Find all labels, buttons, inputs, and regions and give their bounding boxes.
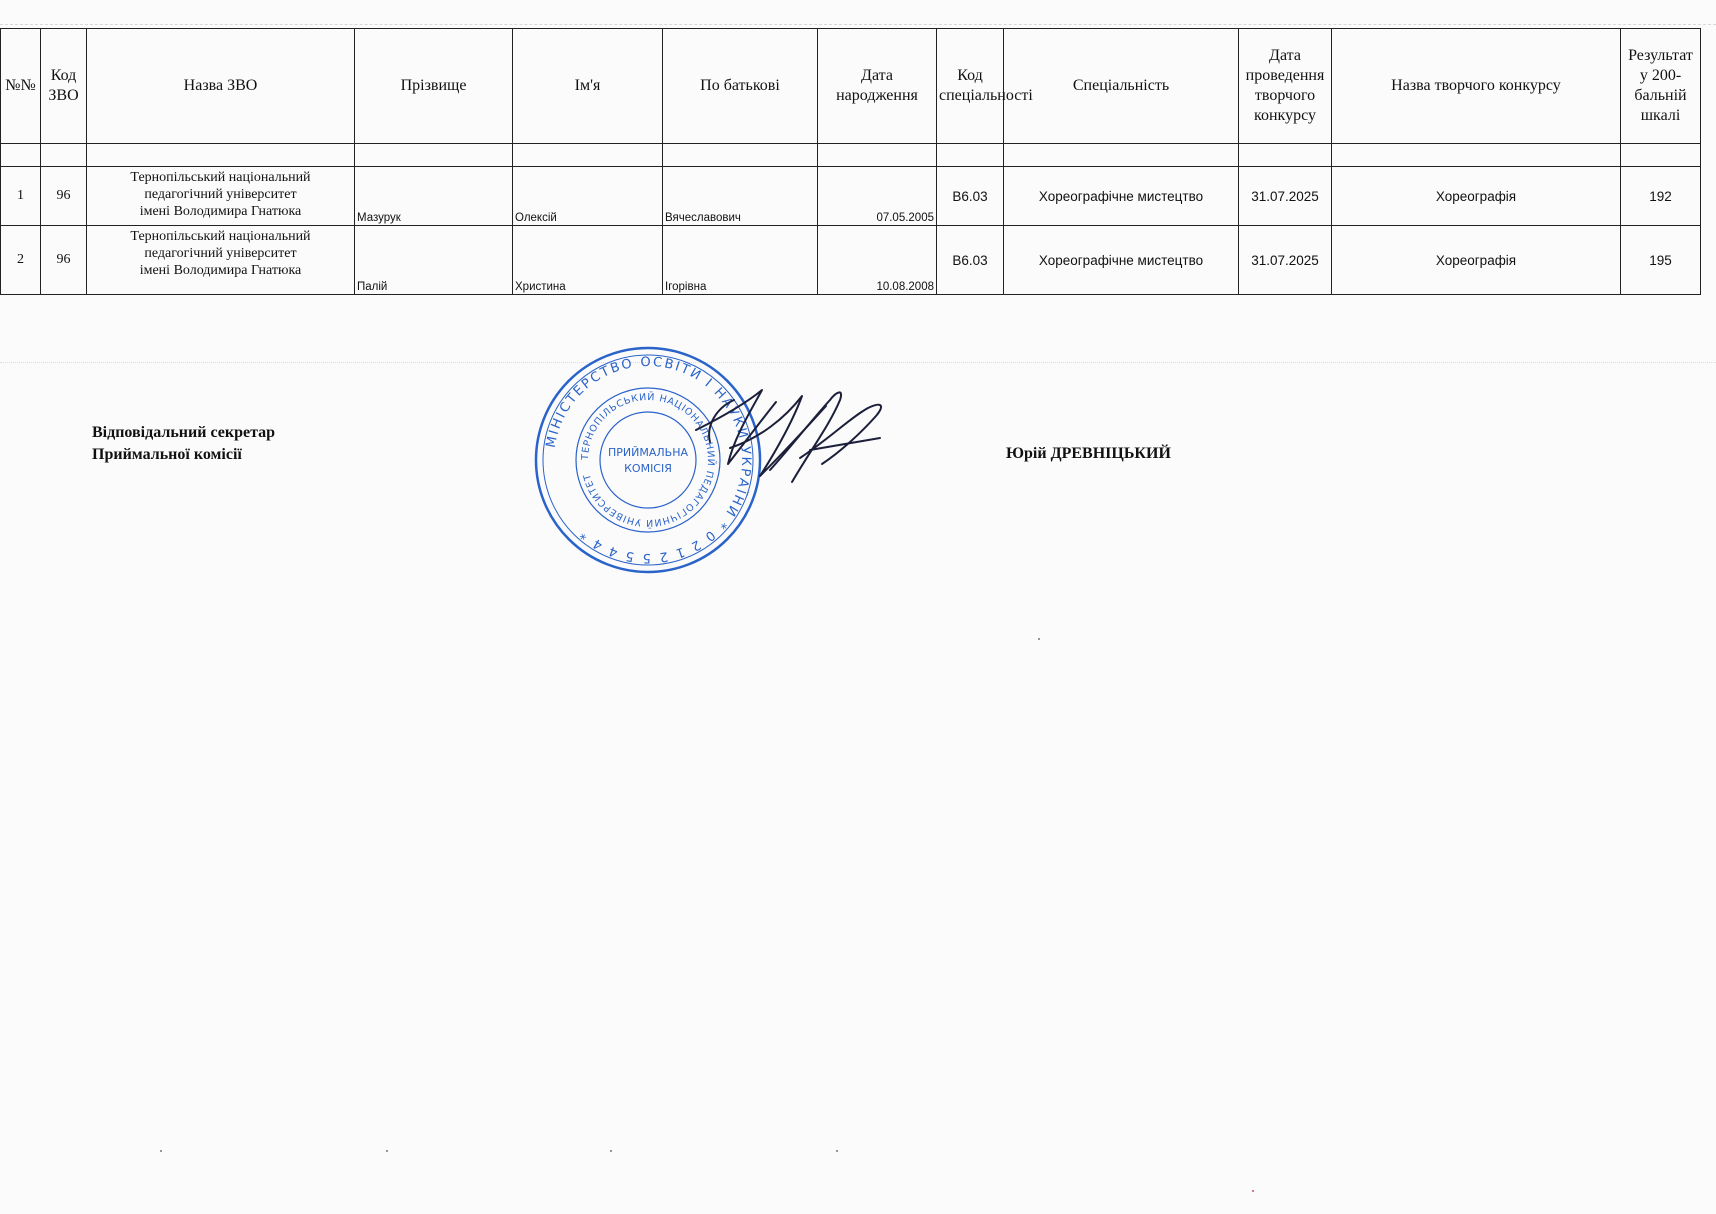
cell-birth-date: 10.08.2008	[818, 226, 937, 295]
results-table	[0, 28, 1701, 295]
cell-zvo-name	[87, 167, 355, 226]
header-cell-patronymic: По батькові	[663, 29, 818, 144]
stamp-outer-text: МІНІСТЕРСТВО ОСВІТИ І НАУКИ УКРАЇНИ * 0 2 1 2 5 5 4 4 *	[543, 354, 754, 566]
cell-contest-date: 31.07.2025	[1239, 226, 1332, 295]
header-cell-surname: Прізвище	[355, 29, 513, 144]
cell-surname: Мазурук	[355, 167, 513, 226]
header-cell-number: №№	[1, 29, 41, 144]
signatory-title	[92, 422, 275, 466]
cell-patronymic: Ігорівна	[663, 226, 818, 295]
handwritten-signature	[690, 378, 920, 498]
signatory-name: Юрій ДРЕВНІЦЬКИЙ	[1006, 445, 1171, 462]
header-cell-zvo-code: Код ЗВО	[41, 29, 87, 144]
header-cell-contest-name: Назва творчого конкурсу	[1332, 29, 1621, 144]
cell-birth-date: 07.05.2005	[818, 167, 937, 226]
zvo-name-line: педагогічний університет	[144, 246, 297, 261]
cell-contest-name: Хореографія	[1332, 167, 1621, 226]
cell-specialty-code: B6.03	[937, 226, 1004, 295]
header-cell-birth-date: Дата народження	[818, 29, 937, 144]
cell-contest-date: 31.07.2025	[1239, 167, 1332, 226]
signatory-title-line: Відповідальний секретар	[92, 424, 276, 441]
stamp-center-line: КОМІСІЯ	[624, 462, 672, 475]
header-cell-specialty: Спеціальність	[1004, 29, 1239, 144]
scan-fold-line	[0, 362, 1716, 363]
cell-number: 2	[1, 226, 41, 295]
cell-zvo-name	[87, 226, 355, 295]
cell-score: 192	[1621, 167, 1701, 226]
scan-speck	[610, 1150, 612, 1152]
zvo-name-line: педагогічний університет	[144, 187, 297, 202]
cell-surname: Палій	[355, 226, 513, 295]
header-cell-zvo-name: Назва ЗВО	[87, 29, 355, 144]
scan-speck	[386, 1150, 388, 1152]
cell-patronymic: Вячеславович	[663, 167, 818, 226]
signatory-title-line: Приймальної комісії	[92, 446, 242, 463]
table-row	[1, 167, 1701, 226]
table-header-row	[1, 29, 1701, 144]
scan-top-rule	[0, 24, 1716, 25]
cell-specialty-code: B6.03	[937, 167, 1004, 226]
cell-specialty: Хореографічне мистецтво	[1004, 226, 1239, 295]
cell-specialty: Хореографічне мистецтво	[1004, 167, 1239, 226]
header-cell-contest-date: Дата проведення творчого конкурсу	[1239, 29, 1332, 144]
zvo-name-line: імені Володимира Гнатюка	[139, 263, 302, 278]
cell-score: 195	[1621, 226, 1701, 295]
zvo-name-line: імені Володимира Гнатюка	[139, 204, 302, 219]
cell-zvo-code: 96	[41, 167, 87, 226]
cell-name: Христина	[513, 226, 663, 295]
table-row	[1, 226, 1701, 295]
stamp-inner-text: ТЕРНОПІЛЬСЬКИЙ НАЦІОНАЛЬНИЙ ПЕДАГОГІЧНИЙ УНІВЕРСИТЕТ	[579, 391, 717, 529]
header-cell-score: Результат у 200-бальній шкалі	[1621, 29, 1701, 144]
scan-speck	[1038, 638, 1040, 640]
scan-speck	[836, 1150, 838, 1152]
header-cell-specialty-code: Код спеціальності	[937, 29, 1004, 144]
zvo-name-line: Тернопільський національний	[130, 229, 311, 244]
cell-zvo-code: 96	[41, 226, 87, 295]
table-spacer-row	[1, 144, 1701, 167]
cell-number: 1	[1, 167, 41, 226]
scan-speck	[160, 1150, 162, 1152]
cell-contest-name: Хореографія	[1332, 226, 1621, 295]
stamp-center-line: ПРИЙМАЛЬНА	[608, 446, 688, 459]
cell-name: Олексій	[513, 167, 663, 226]
header-cell-name: Ім'я	[513, 29, 663, 144]
scan-speck	[1252, 1190, 1254, 1192]
zvo-name-line: Тернопільський національний	[130, 170, 311, 185]
